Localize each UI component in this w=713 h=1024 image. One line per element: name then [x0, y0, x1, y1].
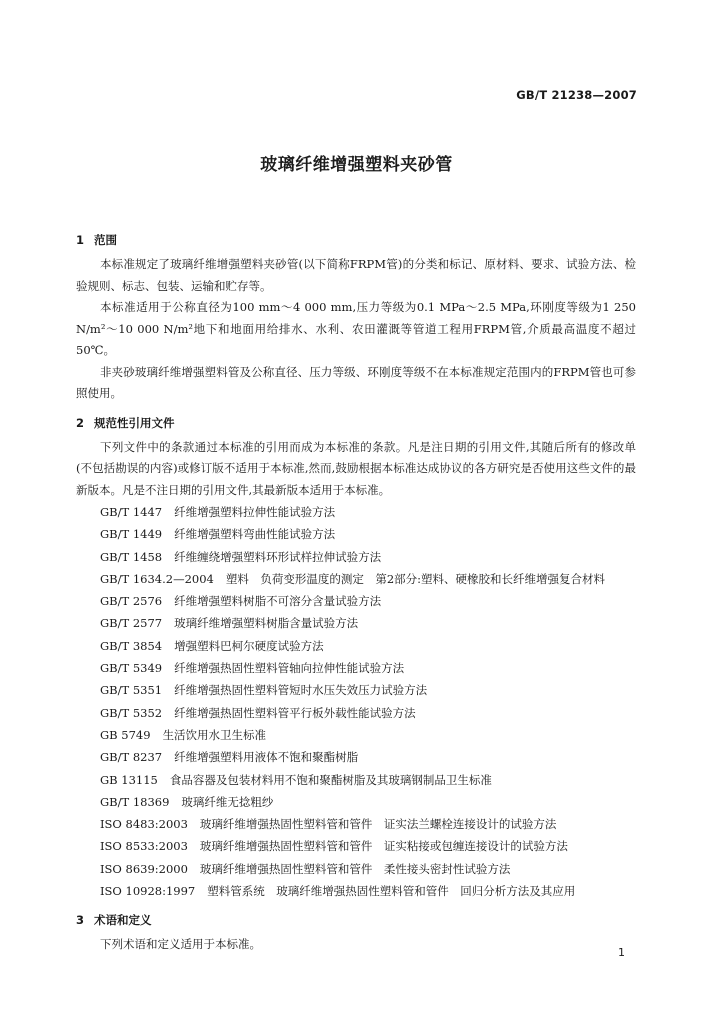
reference-code: GB/T 2577 — [100, 616, 163, 631]
reference-code: GB/T 5349 — [100, 661, 163, 676]
reference-title: 增强塑料巴柯尔硬度试验方法 — [174, 638, 324, 653]
reference-item — [76, 702, 636, 724]
reference-title: 食品容器及包装材料用不饱和聚酯树脂及其玻璃钢制品卫生标准 — [169, 772, 492, 787]
reference-item — [76, 546, 636, 568]
reference-code: GB/T 2576 — [100, 594, 163, 609]
reference-code: GB/T 1447 — [100, 505, 163, 519]
normative-references-list — [76, 501, 636, 902]
paragraph: 非夹砂玻璃纤维增强塑料管及公称直径、压力等级、环刚度等级不在本标准规定范围内的FRPM管也可参照使用。 — [76, 364, 636, 400]
reference-code: ISO 8639:2000 — [100, 861, 188, 876]
reference-item — [76, 635, 636, 657]
reference-code: GB/T 1458 — [100, 549, 163, 564]
reference-code: GB 13115 — [100, 772, 158, 787]
reference-code: GB/T 1634.2—2004 — [100, 571, 214, 586]
section-1 — [76, 226, 636, 405]
reference-code: GB/T 3854 — [100, 638, 163, 653]
reference-title: 纤维增强塑料用液体不饱和聚酯树脂 — [174, 750, 359, 765]
reference-title: 纤维增强塑料树脂不可溶分含量试验方法 — [174, 594, 382, 609]
reference-item — [76, 858, 636, 880]
reference-item — [76, 724, 636, 746]
section-number: 3 — [76, 913, 85, 928]
paragraph: 下列术语和定义适用于本标准。 — [100, 937, 261, 952]
section-number: 1 — [76, 233, 85, 247]
reference-item — [76, 791, 636, 813]
reference-code: GB/T 5352 — [100, 705, 163, 720]
reference-title: 玻璃纤维增强热固性塑料管和管件 证实法兰螺栓连接设计的试验方法 — [199, 817, 557, 832]
reference-title: 玻璃纤维增强塑料树脂含量试验方法 — [174, 616, 359, 631]
reference-title: 玻璃纤维增强热固性塑料管和管件 柔性接头密封性试验方法 — [199, 861, 511, 876]
reference-title: 玻璃纤维无捻粗纱 — [181, 794, 274, 809]
reference-title: 纤维增强塑料拉伸性能试验方法 — [174, 505, 336, 519]
reference-item — [76, 746, 636, 768]
reference-title: 纤维增强热固性塑料管短时水压失效压力试验方法 — [174, 683, 428, 698]
reference-title: 纤维增强塑料弯曲性能试验方法 — [174, 527, 336, 542]
section-heading — [76, 409, 636, 437]
reference-code: GB/T 1449 — [100, 527, 163, 542]
reference-code: GB 5749 — [100, 727, 151, 742]
reference-item — [76, 568, 636, 590]
reference-code: ISO 8533:2003 — [100, 839, 188, 854]
reference-item — [76, 612, 636, 634]
page-number: 1 — [618, 946, 625, 959]
section-title: 术语和定义 — [94, 913, 152, 928]
section-title: 范围 — [94, 233, 117, 247]
reference-code: ISO 10928:1997 — [100, 884, 196, 899]
reference-item — [76, 880, 636, 902]
paragraph: 本标准适用于公称直径为100 mm～4 000 mm,压力等级为0.1 MPa～2.5 MPa,环刚度等级为1 250 N/m²～10 000 N/m²地下和地面用给排水、水利、农田灌溉等管道工程用FRPM管,介质最高温度不超过50℃。 — [76, 300, 636, 357]
section-heading — [76, 906, 636, 934]
reference-item — [76, 679, 636, 701]
reference-code: GB/T 5351 — [100, 683, 163, 698]
section-3 — [76, 906, 636, 956]
reference-title: 塑料 负荷变形温度的测定 第2部分:塑料、硬橡胶和长纤维增强复合材料 — [225, 571, 606, 586]
reference-code: GB/T 8237 — [100, 750, 163, 765]
reference-item — [76, 501, 636, 523]
standard-code: GB/T 21238—2007 — [516, 88, 637, 102]
section-title: 规范性引用文件 — [94, 415, 175, 430]
reference-title: 塑料管系统 玻璃纤维增强热固性塑料管和管件 回归分析方法及其应用 — [207, 884, 576, 899]
reference-item — [76, 523, 636, 545]
reference-item — [76, 657, 636, 679]
reference-title: 纤维缠绕增强塑料环形试样拉伸试验方法 — [174, 549, 382, 564]
reference-item — [76, 835, 636, 857]
reference-title: 玻璃纤维增强热固性塑料管和管件 证实粘接或包缠连接设计的试验方法 — [199, 839, 568, 854]
section-2 — [76, 409, 636, 903]
paragraph: 下列文件中的条款通过本标准的引用而成为本标准的条款。凡是注日期的引用文件,其随后所有的修改单(不包括勘误的内容)或修订版不适用于本标准,然而,鼓励根据本标准达成协议的各方研究是否使用这些文件的最新版本。凡是不注日期的引用文件,其最新版本适用于本标准。 — [76, 439, 636, 497]
reference-item — [76, 769, 636, 791]
section-number: 2 — [76, 415, 85, 430]
reference-title: 纤维增强热固性塑料管平行板外载性能试验方法 — [174, 705, 416, 720]
reference-title: 生活饮用水卫生标准 — [162, 727, 267, 742]
reference-code: ISO 8483:2003 — [100, 817, 188, 832]
reference-item — [76, 590, 636, 612]
document-title: 玻璃纤维增强塑料夹砂管 — [260, 155, 453, 175]
document-body — [76, 226, 636, 956]
section-heading — [76, 226, 636, 254]
reference-code: GB/T 18369 — [100, 794, 170, 809]
paragraph: 本标准规定了玻璃纤维增强塑料夹砂管(以下简称FRPM管)的分类和标记、原材料、要求、试验方法、检验规则、标志、包装、运输和贮存等。 — [76, 257, 636, 293]
reference-item — [76, 813, 636, 835]
reference-title: 纤维增强热固性塑料管轴向拉伸性能试验方法 — [174, 661, 405, 676]
